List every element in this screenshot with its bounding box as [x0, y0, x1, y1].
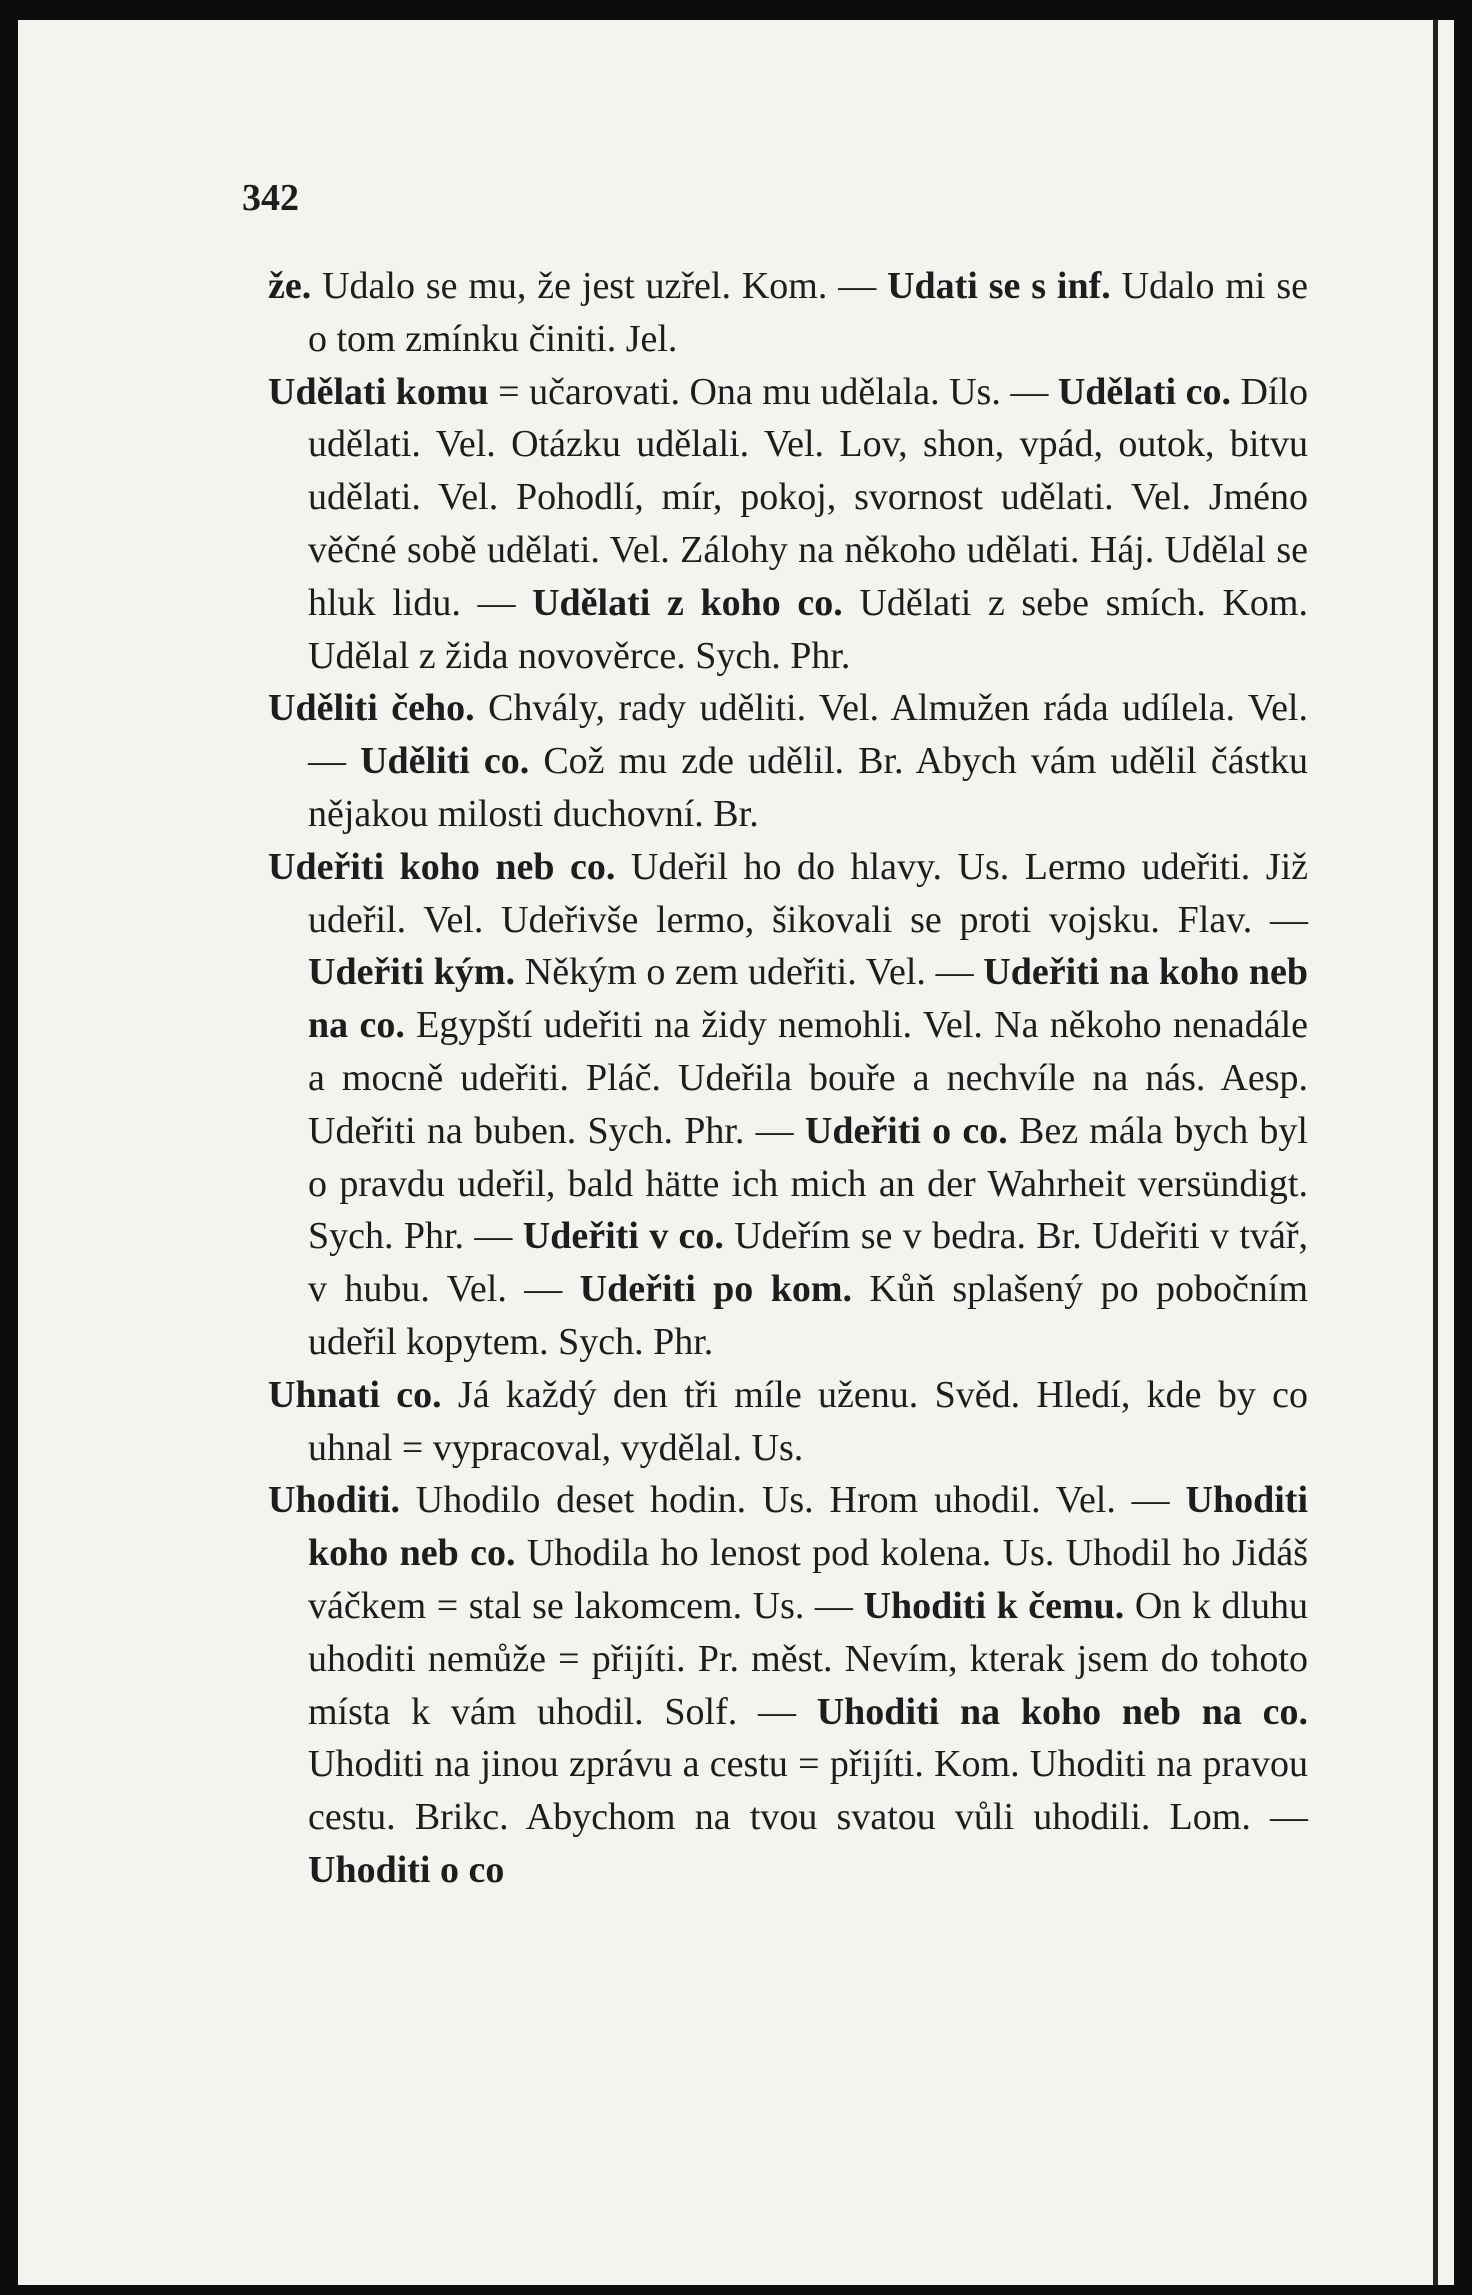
entry-headword: Uhoditi k čemu. [863, 1584, 1125, 1627]
entry-headword: Uhoditi koho neb co. [308, 1479, 1308, 1575]
entry-headword: Udeřiti po kom. [579, 1268, 853, 1311]
entry-text: Já každý den tři míle uženu. Svěd. Hledí, kde by co uhnal = vypracoval, vydělal. Us. [308, 1373, 1308, 1469]
dictionary-entry [268, 1474, 1308, 1896]
entry-text: Udalo mi se o tom zmínku činiti. Jel. [308, 265, 1309, 360]
entry-headword: Udeřiti koho neb co. [268, 845, 616, 888]
entry-headword: Uděliti čeho. [268, 687, 475, 730]
entry-text: Dílo udělati. Vel. Otázku udělali. Vel. Lov, shon, vpád, outok, bitvu udělati. Vel. Pohodlí, mír, pokoj, svornost udělati. Vel. Jméno věčné sobě udělati. Vel. Zálohy na někoho udělati. Háj. Udělal se hluk lidu. — [308, 370, 1309, 624]
book-page [18, 20, 1454, 2285]
entry-text: Uhodilo deset hodin. Us. Hrom uhodil. Vel. — [399, 1479, 1186, 1522]
entry-text: Udalo se mu, že jest uzřel. Kom. — [311, 265, 888, 307]
entry-text: Uhodila ho lenost pod kolena. Us. Uhodil ho Jidáš váčkem = stal se lakomcem. Us. — [308, 1532, 1308, 1627]
dictionary-entries [268, 260, 1308, 1897]
entry-text: Udeřím se v bedra. Br. Udeřiti v tvář, v hubu. Vel. — [308, 1215, 1308, 1311]
dictionary-entry [268, 841, 1308, 1369]
entry-headword: Udati se s inf. [887, 265, 1111, 307]
entry-text: Udeřil ho do hlavy. Us. Lermo udeřiti. Již udeřil. Vel. Udeřivše lermo, šikovali se proti vojsku. Flav. — [308, 845, 1308, 941]
entry-headword: že. [268, 265, 312, 307]
entry-headword: Uděliti co. [360, 740, 530, 783]
page-number: 342 [242, 177, 299, 219]
entry-text: Někým o zem udeřiti. Vel. — [515, 951, 984, 994]
entry-headword: Udeřiti o co. [804, 1109, 1008, 1152]
entry-headword: Udeřiti kým. [308, 951, 516, 994]
entry-text: Což mu zde udělil. Br. Abych vám udělil částku nějakou milosti duchovní. Br. [308, 740, 1308, 835]
entry-headword: Udeřiti v co. [522, 1215, 724, 1258]
dictionary-entry [268, 1369, 1308, 1475]
entry-headword: Uhoditi o co [308, 1848, 505, 1891]
entry-headword: Udeřiti na koho neb na co. [308, 951, 1308, 1047]
entry-text: On k dluhu uhoditi nemůže = přijíti. Pr. měst. Nevím, kterak jsem do tohoto místa k vám uhodil. Solf. — [308, 1584, 1309, 1733]
dictionary-entry [268, 260, 1308, 366]
entry-text: Bez mála bych byl o pravdu udeřil, bald hätte ich mich an der Wahrheit versündigt. Sych. Phr. — [308, 1109, 1308, 1258]
dictionary-entry [268, 366, 1308, 683]
entry-headword: Udělati z koho co. [532, 581, 843, 624]
entry-text: Kůň splašený po pobočním udeřil kopytem. Sych. Phr. [308, 1268, 1309, 1363]
entry-text: Udělati z sebe smích. Kom. Udělal z žida novověrce. Sych. Phr. [308, 581, 1308, 677]
entry-text: Uhoditi na jinou zprávu a cestu = přijíti. Kom. Uhoditi na pravou cestu. Brikc. Abychom na tvou svatou vůli uhodili. Lom. — [308, 1743, 1308, 1839]
entry-headword: Udělati co. [1057, 370, 1231, 413]
page-edge-line [1433, 20, 1438, 2285]
dictionary-entry [268, 682, 1308, 840]
entry-headword: Uhnati co. [268, 1373, 442, 1416]
entry-headword: Udělati komu [268, 370, 489, 413]
entry-headword: Uhoditi. [268, 1479, 400, 1522]
entry-text: Egypští udeřiti na židy nemohli. Vel. Na někoho nenadále a mocně udeřiti. Pláč. Udeřila bouře a nechvíle na nás. Aesp. Udeřiti na buben. Sych. Phr. — [308, 1004, 1308, 1152]
entry-text: Chvály, rady uděliti. Vel. Almužen ráda udílela. Vel. — [308, 687, 1308, 783]
entry-text: = učarovati. Ona mu udělala. Us. — [488, 370, 1058, 413]
entry-headword: Uhoditi na koho neb na co. [816, 1690, 1309, 1733]
